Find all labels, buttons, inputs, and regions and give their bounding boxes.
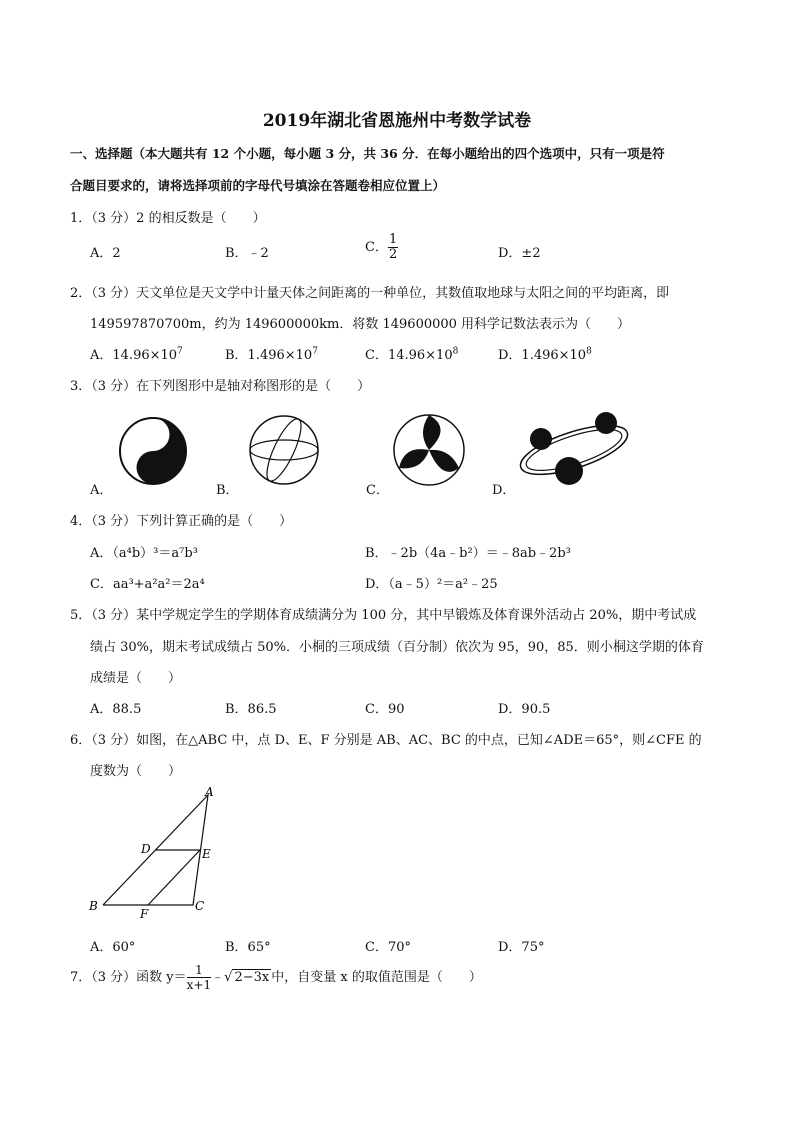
vertex-label-c: C — [195, 899, 205, 913]
question-1-stem: 1．（3 分）2 的相反数是（ ） — [70, 211, 266, 226]
point-label-d: D — [141, 842, 151, 856]
q2-c-base: C．14.96×10 — [365, 348, 453, 363]
q2-a-base: A．14.96×10 — [90, 348, 178, 363]
question-7-stem — [70, 963, 482, 992]
q2-d-exponent: 8 — [586, 346, 592, 357]
q1-option-c-prefix: C． — [365, 240, 388, 255]
q2-b-base: B．1.496×10 — [225, 348, 313, 363]
question-3-stem: 3．（3 分）在下列图形中是轴对称图形的是（ ） — [70, 379, 371, 394]
q7-minus: ﹣ — [211, 970, 225, 985]
question-5-line2: 绩占 30%，期末考试成绩占 50%．小桐的三项成绩（百分制）依次为 95，90，85．则小桐这学期的体育 — [90, 640, 704, 655]
question-5-line1: 5．（3 分）某中学规定学生的学期体育成绩满分为 100 分，其中早锻炼及体育课外活动占 20%，期中考试成 — [70, 608, 697, 623]
q5-option-c: C．90 — [365, 702, 405, 717]
question-6-line2: 度数为（ ） — [90, 764, 182, 779]
q2-a-exponent: 7 — [177, 346, 183, 357]
q5-option-d: D．90.5 — [498, 702, 551, 717]
page-title: 2019年湖北省恩施州中考数学试卷 — [262, 111, 532, 131]
q3-figure-d-orbit — [516, 410, 632, 490]
section-heading-line2: 合题目要求的，请将选择项前的字母代号填涂在答题卷相应位置上） — [70, 178, 446, 193]
q1-c-denominator: 2 — [388, 247, 398, 262]
q1-c-numerator: 1 — [388, 232, 398, 247]
q3-option-b: B． — [216, 483, 239, 498]
q2-b-exponent: 7 — [312, 346, 318, 357]
point-label-f: F — [140, 907, 149, 921]
q4-option-d: D．（a﹣5）²＝a²﹣25 — [365, 577, 498, 592]
question-5-line3: 成绩是（ ） — [90, 671, 182, 686]
q2-option-a — [90, 344, 183, 363]
q2-option-d — [498, 344, 592, 363]
point-label-e: E — [202, 847, 211, 861]
q5-option-b: B．86.5 — [225, 702, 277, 717]
q2-option-c — [365, 344, 458, 363]
q4-option-a: A．（a⁴b）³＝a⁷b³ — [90, 546, 198, 561]
vertex-label-a: A — [205, 785, 214, 799]
question-6-line1: 6．（3 分）如图，在△ABC 中，点 D、E、F 分别是 AB、AC、BC 的中点，已知∠ADE＝65°，则∠CFE 的 — [70, 733, 702, 748]
q3-option-d: D． — [492, 483, 516, 498]
q7-sqrt-sign: √ — [224, 970, 233, 985]
q3-figure-c-pinwheel — [392, 413, 466, 487]
q1-option-c — [365, 233, 398, 262]
q6-option-d: D．75° — [498, 940, 545, 955]
q3-option-c: C． — [366, 483, 389, 498]
q7-prefix: 7．（3 分）函数 y＝ — [70, 970, 187, 985]
q3-option-a: A． — [90, 483, 113, 498]
question-2-line2: 149597870700m，约为 149600000km．将数 149600000 用科学记数法表示为（ ） — [90, 317, 631, 332]
q5-option-a: A．88.5 — [90, 702, 142, 717]
q1-option-b: B．﹣2 — [225, 246, 269, 261]
q6-triangle-figure — [85, 786, 235, 921]
q2-c-exponent: 8 — [452, 346, 459, 357]
q1-option-c-fraction — [388, 233, 398, 262]
q4-option-c: C．aa³+a²a²＝2a⁴ — [90, 577, 205, 592]
section-heading-line1: 一、选择题（本大题共有 12 个小题，每小题 3 分，共 36 分．在每小题给出的四个选项中，只有一项是符 — [70, 146, 665, 161]
q3-figure-a-yin-yang — [118, 416, 188, 486]
q7-denominator: x+1 — [186, 978, 212, 992]
q3-figure-b-sphere — [248, 414, 320, 486]
q6-option-b: B．65° — [225, 940, 271, 955]
q7-radicand: 2−3x — [234, 970, 270, 985]
q1-option-d: D．±2 — [498, 246, 541, 261]
question-4-stem: 4．（3 分）下列计算正确的是（ ） — [70, 514, 293, 529]
q7-numerator: 1 — [187, 963, 211, 978]
question-2-line1: 2．（3 分）天文单位是天文学中计量天体之间距离的一种单位，其数值取地球与太阳之间的平均距离，即 — [70, 286, 670, 301]
q6-option-c: C．70° — [365, 940, 411, 955]
q1-option-a: A．2 — [90, 246, 121, 261]
q7-suffix: 中，自变量 x 的取值范围是（ ） — [271, 970, 482, 985]
q6-option-a: A．60° — [90, 940, 136, 955]
q4-option-b: B．﹣2b（4a﹣b²）＝﹣8ab﹣2b³ — [365, 546, 571, 561]
q2-d-base: D．1.496×10 — [498, 348, 587, 363]
q7-fraction — [187, 963, 211, 992]
q2-option-b — [225, 344, 318, 363]
vertex-label-b: B — [89, 899, 98, 913]
